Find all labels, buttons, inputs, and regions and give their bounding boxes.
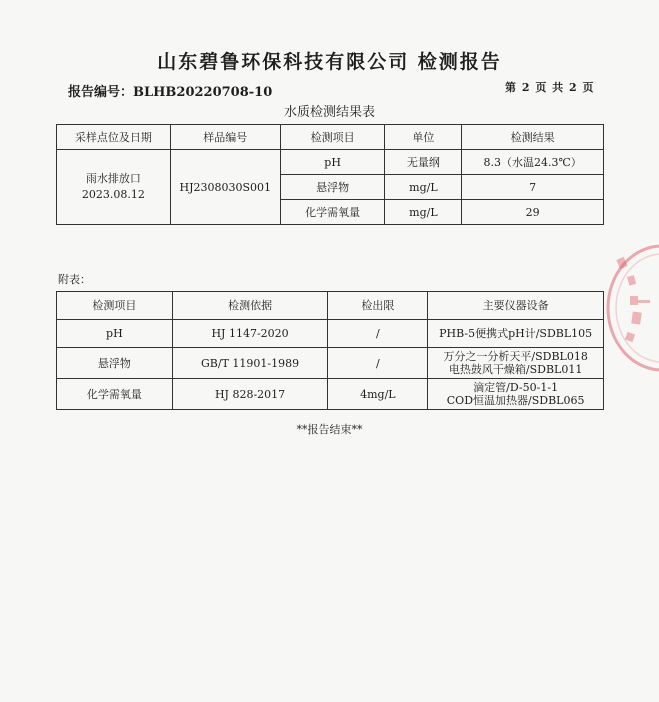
- table-row: [57, 379, 604, 410]
- result-table-header-row: [57, 125, 604, 150]
- appendix-table: [56, 291, 604, 410]
- sampling-date: 2023.08.12: [81, 188, 145, 201]
- value-cell: 7: [462, 175, 604, 200]
- sampling-location: 雨水排放口: [85, 172, 141, 185]
- header-item: 检测项目: [280, 125, 385, 150]
- item-cell: 悬浮物: [57, 348, 173, 379]
- page-number: 第 2 页 共 2 页: [505, 81, 595, 94]
- equipment-line: COD恒温加热器/SDBL065: [446, 394, 585, 407]
- equipment-cell: [428, 348, 604, 379]
- appendix-label: 附表：: [58, 273, 91, 286]
- equipment-line: 电热鼓风干燥箱/SDBL011: [448, 363, 583, 376]
- basis-cell: GB/T 11901-1989: [172, 348, 328, 379]
- header-basis: 检测依据: [172, 292, 328, 320]
- header-sample-no: 样品编号: [170, 125, 280, 150]
- location-date-cell: [57, 150, 171, 225]
- header-unit: 单位: [385, 125, 462, 150]
- equipment-line: PHB-5便携式pH计/SDBL105: [439, 327, 593, 340]
- appendix-header-row: [57, 292, 604, 320]
- item-cell: pH: [57, 320, 173, 348]
- value-cell: 8.3（水温24.3℃）: [462, 150, 604, 175]
- seal-ring: [608, 246, 659, 370]
- company-seal-stamp: [604, 238, 659, 378]
- header-equipment: 主要仪器设备: [428, 292, 604, 320]
- equipment-line: 滴定管/D-50-1-1: [473, 381, 559, 394]
- item-cell: pH: [280, 150, 385, 175]
- limit-cell: /: [328, 320, 428, 348]
- result-table-caption: 水质检测结果表: [283, 105, 375, 120]
- report-number: 报告编号：BLHB20220708-10: [68, 85, 273, 100]
- limit-cell: /: [328, 348, 428, 379]
- equipment-cell: [428, 320, 604, 348]
- table-row: [57, 150, 604, 175]
- limit-cell: 4mg/L: [328, 379, 428, 410]
- report-end-marker: **报告结束**: [296, 423, 363, 436]
- header-location-date: 采样点位及日期: [57, 125, 171, 150]
- basis-cell: HJ 1147-2020: [172, 320, 328, 348]
- header-limit: 检出限: [328, 292, 428, 320]
- header-item: 检测项目: [57, 292, 173, 320]
- item-cell: 悬浮物: [280, 175, 385, 200]
- unit-cell: 无量纲: [385, 150, 462, 175]
- page-title: 山东碧鲁环保科技有限公司 检测报告: [157, 51, 502, 73]
- item-cell: 化学需氧量: [280, 200, 385, 225]
- unit-cell: mg/L: [385, 200, 462, 225]
- value-cell: 29: [462, 200, 604, 225]
- header-result: 检测结果: [462, 125, 604, 150]
- result-table: [56, 124, 604, 225]
- table-row: [57, 320, 604, 348]
- unit-cell: mg/L: [385, 175, 462, 200]
- equipment-line: 万分之一分析天平/SDBL018: [443, 350, 588, 363]
- table-row: [57, 348, 604, 379]
- sample-no-cell: HJ2308030S001: [170, 150, 280, 225]
- equipment-cell: [428, 379, 604, 410]
- basis-cell: HJ 828-2017: [172, 379, 328, 410]
- item-cell: 化学需氧量: [57, 379, 173, 410]
